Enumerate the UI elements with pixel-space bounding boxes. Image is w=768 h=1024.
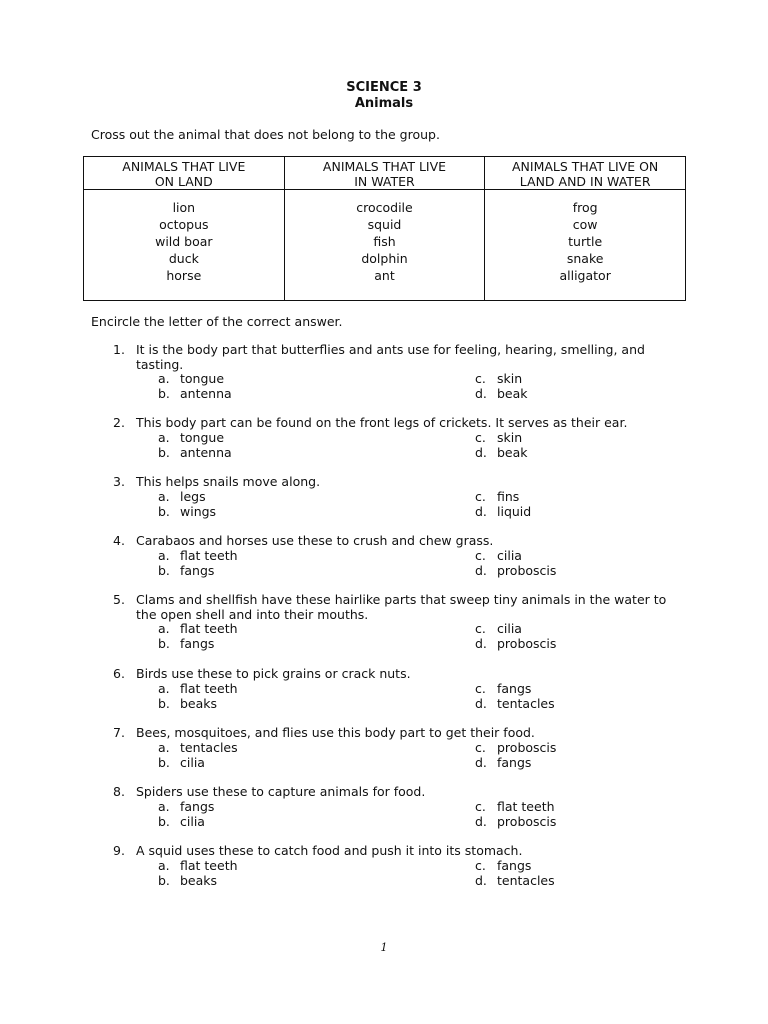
option-b[interactable]: b. beaks <box>158 695 218 711</box>
question-text: Birds use these to pick grains or crack nuts. <box>136 666 411 681</box>
option-d[interactable]: d. beak <box>475 386 528 402</box>
list-item: duck <box>168 251 199 266</box>
option-a[interactable]: a. flat teeth <box>158 680 238 696</box>
option-d[interactable]: d. beak <box>475 444 528 460</box>
option-d[interactable]: d. fangs <box>475 754 532 770</box>
animal-groups-table <box>83 156 686 301</box>
column-land-and-water-items <box>485 190 686 301</box>
option-c[interactable]: c. skin <box>475 371 523 387</box>
list-item: turtle <box>568 234 603 249</box>
option-c[interactable]: c. fangs <box>475 857 532 873</box>
option-b[interactable]: b. antenna <box>158 386 232 402</box>
list-item: ant <box>374 268 395 283</box>
list-item: cow <box>572 217 598 232</box>
option-a[interactable]: a. tentacles <box>158 739 238 755</box>
option-b[interactable]: b. wings <box>158 503 217 519</box>
list-item: crocodile <box>356 200 413 215</box>
option-c[interactable]: c. cilia <box>475 547 522 563</box>
option-b[interactable]: b. cilia <box>158 754 205 770</box>
option-d[interactable]: d. tentacles <box>475 872 555 888</box>
question-number: 2. <box>113 415 125 430</box>
table-row <box>84 190 686 301</box>
option-a[interactable]: a. legs <box>158 488 206 504</box>
option-a[interactable]: a. flat teeth <box>158 857 238 873</box>
question-3 <box>113 475 683 520</box>
option-c[interactable]: c. flat teeth <box>475 798 555 814</box>
part1-instruction: Cross out the animal that does not belong to the group. <box>91 127 440 142</box>
list-item: wild boar <box>155 234 213 249</box>
option-c[interactable]: c. fangs <box>475 680 532 696</box>
page-number: 1 <box>380 941 388 954</box>
option-c[interactable]: c. skin <box>475 429 523 445</box>
question-2 <box>113 416 683 461</box>
option-d[interactable]: d. proboscis <box>475 813 557 829</box>
question-number: 7. <box>113 725 125 740</box>
list-item: squid <box>367 217 402 232</box>
question-5 <box>113 593 683 652</box>
column-header-water: ANIMALS THAT LIVE IN WATER <box>284 157 485 190</box>
option-d[interactable]: d. tentacles <box>475 695 555 711</box>
question-text: It is the body part that butterflies and ants use for feeling, hearing, smelling, and tasting. <box>136 342 645 372</box>
list-item: frog <box>572 200 598 215</box>
question-text: This helps snails move along. <box>136 474 321 489</box>
list-item: dolphin <box>361 251 408 266</box>
column-header-land: ANIMALS THAT LIVE ON LAND <box>84 157 285 190</box>
column-header-land-and-water: ANIMALS THAT LIVE ON LAND AND IN WATER <box>485 157 686 190</box>
question-number: 1. <box>113 342 125 357</box>
list-item: octopus <box>159 217 209 232</box>
question-7 <box>113 726 683 771</box>
option-c[interactable]: c. proboscis <box>475 739 557 755</box>
option-d[interactable]: d. proboscis <box>475 636 557 652</box>
question-text: This body part can be found on the front legs of crickets. It serves as their ear. <box>136 415 628 430</box>
question-text: Bees, mosquitoes, and flies use this body part to get their food. <box>136 725 535 740</box>
option-c[interactable]: c. cilia <box>475 621 522 637</box>
option-b[interactable]: b. fangs <box>158 562 215 578</box>
list-item: horse <box>166 268 202 283</box>
question-1 <box>113 343 683 402</box>
page-title: SCIENCE 3 <box>346 80 422 95</box>
part2-instruction: Encircle the letter of the correct answer. <box>91 314 343 329</box>
list-item: fish <box>373 234 396 249</box>
question-text: A squid uses these to catch food and push it into its stomach. <box>136 843 523 858</box>
option-b[interactable]: b. fangs <box>158 636 215 652</box>
option-c[interactable]: c. fins <box>475 488 520 504</box>
option-a[interactable]: a. flat teeth <box>158 621 238 637</box>
option-a[interactable]: a. tongue <box>158 371 225 387</box>
question-6 <box>113 667 683 712</box>
table-header-row <box>84 157 686 190</box>
option-b[interactable]: b. beaks <box>158 872 218 888</box>
list-item: snake <box>566 251 604 266</box>
question-text: Spiders use these to capture animals for food. <box>136 784 426 799</box>
question-4 <box>113 534 683 579</box>
question-text: Clams and shellfish have these hairlike parts that sweep tiny animals in the water to the open shell and into their mouths. <box>136 592 667 622</box>
question-number: 8. <box>113 784 125 799</box>
question-number: 9. <box>113 843 125 858</box>
column-water-items <box>284 190 485 301</box>
question-text: Carabaos and horses use these to crush and chew grass. <box>136 533 494 548</box>
list-item: lion <box>172 200 196 215</box>
option-a[interactable]: a. flat teeth <box>158 547 238 563</box>
question-number: 4. <box>113 533 125 548</box>
column-land-items <box>84 190 285 301</box>
question-number: 5. <box>113 592 125 607</box>
question-9 <box>113 844 683 889</box>
question-number: 3. <box>113 474 125 489</box>
option-d[interactable]: d. proboscis <box>475 562 557 578</box>
page-subtitle: Animals <box>354 96 414 111</box>
option-b[interactable]: b. cilia <box>158 813 205 829</box>
question-number: 6. <box>113 666 125 681</box>
option-b[interactable]: b. antenna <box>158 444 232 460</box>
option-a[interactable]: a. tongue <box>158 429 225 445</box>
option-d[interactable]: d. liquid <box>475 503 532 519</box>
option-a[interactable]: a. fangs <box>158 798 215 814</box>
question-8 <box>113 785 683 830</box>
list-item: alligator <box>559 268 611 283</box>
